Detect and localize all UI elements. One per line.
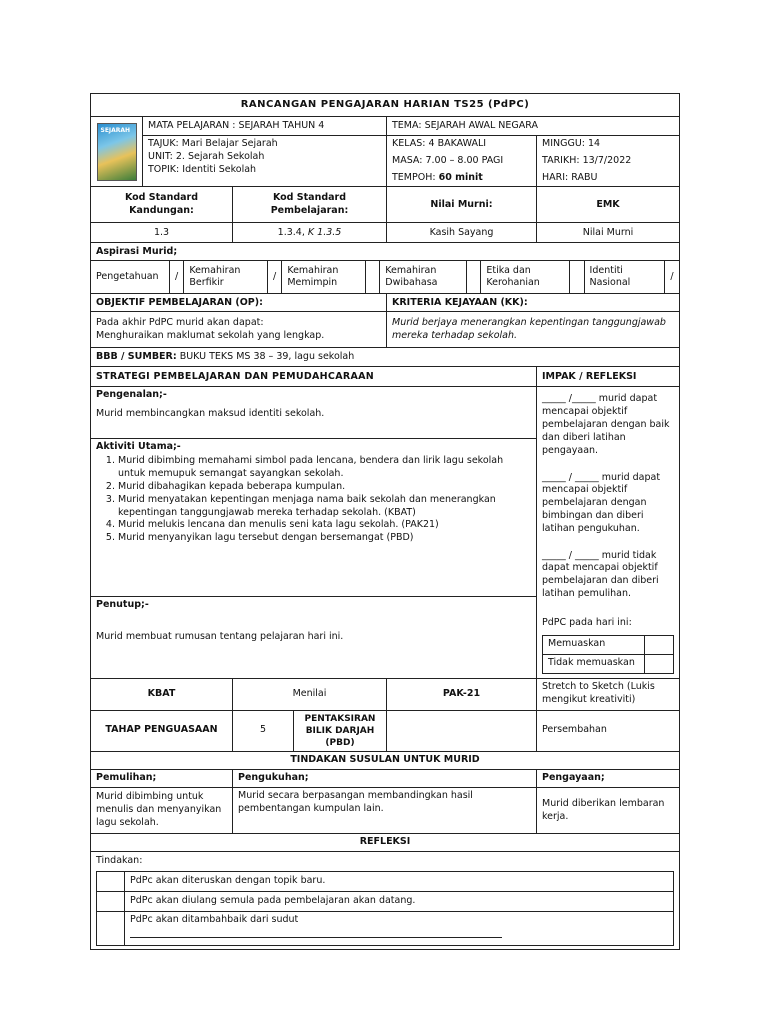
aspirasi-mark xyxy=(570,261,584,293)
pdpc-options xyxy=(542,635,674,674)
emk-header: EMK xyxy=(537,187,680,223)
aktiviti-list xyxy=(96,455,531,545)
textbook-cover-image: SEJARAH xyxy=(97,123,137,181)
masa-cell: MASA: 7.00 – 8.00 PAGI xyxy=(387,153,537,170)
pdpc-option-memuaskan: Memuaskan xyxy=(543,635,645,654)
refleksi-option: PdPc akan ditambahbaik dari sudut xyxy=(125,911,674,945)
standard-content-header: Kod Standard Kandungan: xyxy=(91,187,233,223)
lesson-plan-document xyxy=(90,93,679,950)
impak-header: IMPAK / REFLEKSI xyxy=(537,367,680,387)
op-text: Pada akhir PdPC murid akan dapat: Menghuraikan maklumat sekolah yang lengkap. xyxy=(91,312,387,348)
pdpc-label: PdPC pada hari ini: xyxy=(542,616,632,628)
aktiviti-item: 5. Murid menyanyikan lagu tersebut dengan bersemangat (PBD) xyxy=(118,532,531,545)
pdpc-checkbox-memuaskan[interactable] xyxy=(645,635,674,654)
aspirasi-row xyxy=(91,261,680,294)
kk-text: Murid berjaya menerangkan kepentingan tanggungjawab mereka terhadap sekolah. xyxy=(387,312,680,348)
pdpc-option-tidak-memuaskan: Tidak memuaskan xyxy=(543,654,645,673)
nilai-murni-header: Nilai Murni: xyxy=(387,187,537,223)
aktiviti-cell: Aktiviti Utama;- 1. Murid dibimbing memahami simbol pada lencana, bendera dan lirik lagu sekolah untuk memupuk semangat sayangkan sekolah. 2. Murid dibahagikan kepada beberapa kumpulan. 3. Murid menyatakan kepentingan menjaga nama baik sekolah dan menerangkan kepentingan tanggungjawab mereka terhadap sekolah. (KBAT) 4. Murid melukis lencana dan menulis seni kata lagu sekolah. (PAK21) 5. Murid menyanyikan lagu tersebut dengan bersemangat (PBD) xyxy=(91,438,537,596)
theme-cell: TEMA: SEJARAH AWAL NEGARA xyxy=(387,117,680,136)
tahap-group xyxy=(233,710,387,751)
pbd-label: PENTAKSIRAN BILIK DARJAH (PBD) xyxy=(304,713,376,748)
pengayaan-text: Murid diberikan lembaran kerja. xyxy=(537,788,680,834)
pengenalan-cell: Pengenalan;- Murid membincangkan maksud identiti sekolah. xyxy=(91,387,537,438)
refleksi-checkbox[interactable] xyxy=(97,891,125,911)
standard-learning-value: 1.3.4, K 1.3.5 xyxy=(233,223,387,243)
pengukuhan-text: Murid secara berpasangan membandingkan hasil pembentangan kumpulan lain. xyxy=(233,788,537,834)
tindakan-label: Tindakan: xyxy=(96,855,143,867)
impak-cell xyxy=(537,387,680,678)
aspirasi-item: Etika dan Kerohanian xyxy=(481,261,570,293)
kelas-cell: KELAS: 4 BAKAWALI xyxy=(387,136,537,153)
impak-text-3: _____ / _____ murid tidak dapat mencapai objektif pembelajaran dan diberi latihan pemulihan. xyxy=(542,549,659,599)
aspirasi-label: Aspirasi Murid; xyxy=(91,243,680,261)
bbb-row: BBB / SUMBER: BUKU TEKS MS 38 – 39, lagu sekolah xyxy=(91,348,680,367)
pdpc-checkbox-tidak-memuaskan[interactable] xyxy=(645,654,674,673)
standard-content-value: 1.3 xyxy=(91,223,233,243)
fill-in-line[interactable] xyxy=(130,937,502,938)
pak-label: PAK-21 xyxy=(387,678,537,710)
aspirasi-item: Kemahiran Dwibahasa xyxy=(380,261,467,293)
tajuk-cell: TAJUK: Mari Belajar Sejarah UNIT: 2. Sejarah Sekolah TOPIK: Identiti Sekolah xyxy=(143,136,387,187)
aspirasi-mark xyxy=(365,261,379,293)
subject-cell: MATA PELAJARAN : SEJARAH TAHUN 4 xyxy=(143,117,387,136)
impak-text-1: _____ /_____ murid dapat mencapai objektif pembelajaran dengan baik dan diberi latihan pengayaan. xyxy=(542,393,670,456)
pengukuhan-label: Pengukuhan; xyxy=(233,770,537,788)
nilai-murni-value: Kasih Sayang xyxy=(387,223,537,243)
strategi-header: STRATEGI PEMBELAJARAN DAN PEMUDAHCARAAN xyxy=(91,367,537,387)
aspirasi-item: Kemahiran Berfikir xyxy=(184,261,268,293)
tarikh-cell: TARIKH: 13/7/2022 xyxy=(537,153,680,170)
kk-label: KRITERIA KEJAYAAN (KK): xyxy=(387,294,680,312)
aspirasi-mark: / xyxy=(664,261,679,293)
refleksi-checkbox[interactable] xyxy=(97,911,125,945)
aspirasi-item: Pengetahuan xyxy=(91,261,169,293)
aktiviti-item: 4. Murid melukis lencana dan menulis seni kata lagu sekolah. (PAK21) xyxy=(118,519,531,532)
standard-learning-header: Kod Standard Pembelajaran: xyxy=(233,187,387,223)
aktiviti-item: 3. Murid menyatakan kepentingan menjaga nama baik sekolah dan menerangkan kepentingan tanggungjawab mereka terhadap sekolah. (KBAT) xyxy=(118,494,531,520)
aktiviti-item: 2. Murid dibahagikan kepada beberapa kumpulan. xyxy=(118,481,531,494)
pemulihan-label: Pemulihan; xyxy=(91,770,233,788)
aspirasi-mark xyxy=(466,261,480,293)
refleksi-options xyxy=(96,871,674,946)
aspirasi-item: Kemahiran Memimpin xyxy=(282,261,366,293)
refleksi-header: REFLEKSI xyxy=(91,834,680,852)
impak-text-2: _____ / _____ murid dapat mencapai objektif pembelajaran dengan bimbingan dan diberi latihan pengukuhan. xyxy=(542,471,661,534)
aspirasi-item: Identiti Nasional xyxy=(584,261,664,293)
op-label: OBJEKTIF PEMBELAJARAN (OP): xyxy=(91,294,387,312)
kbat-value: Menilai xyxy=(233,678,387,710)
tempoh-cell: TEMPOH: 60 minit xyxy=(387,170,537,187)
tindakan-header: TINDAKAN SUSULAN UNTUK MURID xyxy=(91,752,680,770)
lesson-plan-table xyxy=(90,93,680,950)
tahap-label: TAHAP PENGUASAAN xyxy=(91,710,233,751)
aspirasi-mark: / xyxy=(267,261,281,293)
textbook-cover xyxy=(91,117,143,187)
hari-cell: HARI: RABU xyxy=(537,170,680,187)
pbd-label-2 xyxy=(387,710,537,751)
refleksi-cell xyxy=(91,852,680,950)
refleksi-option: PdPc akan diulang semula pada pembelajaran akan datang. xyxy=(125,891,674,911)
pbd-value: Persembahan xyxy=(537,710,680,751)
refleksi-checkbox[interactable] xyxy=(97,871,125,891)
emk-value: Nilai Murni xyxy=(537,223,680,243)
document-title: RANCANGAN PENGAJARAN HARIAN TS25 (PdPC) xyxy=(91,94,680,117)
pengayaan-label: Pengayaan; xyxy=(537,770,680,788)
aktiviti-item: 1. Murid dibimbing memahami simbol pada lencana, bendera dan lirik lagu sekolah untuk memupuk semangat sayangkan sekolah. xyxy=(118,455,531,481)
minggu-cell: MINGGU: 14 xyxy=(537,136,680,153)
aspirasi-mark: / xyxy=(169,261,183,293)
pak-value: Stretch to Sketch (Lukis mengikut kreativiti) xyxy=(537,678,680,710)
penutup-cell: Penutup;- Murid membuat rumusan tentang pelajaran hari ini. xyxy=(91,596,537,678)
pemulihan-text: Murid dibimbing untuk menulis dan menyanyikan lagu sekolah. xyxy=(91,788,233,834)
refleksi-option: PdPc akan diteruskan dengan topik baru. xyxy=(125,871,674,891)
tahap-value: 5 xyxy=(233,711,294,751)
kbat-label: KBAT xyxy=(91,678,233,710)
